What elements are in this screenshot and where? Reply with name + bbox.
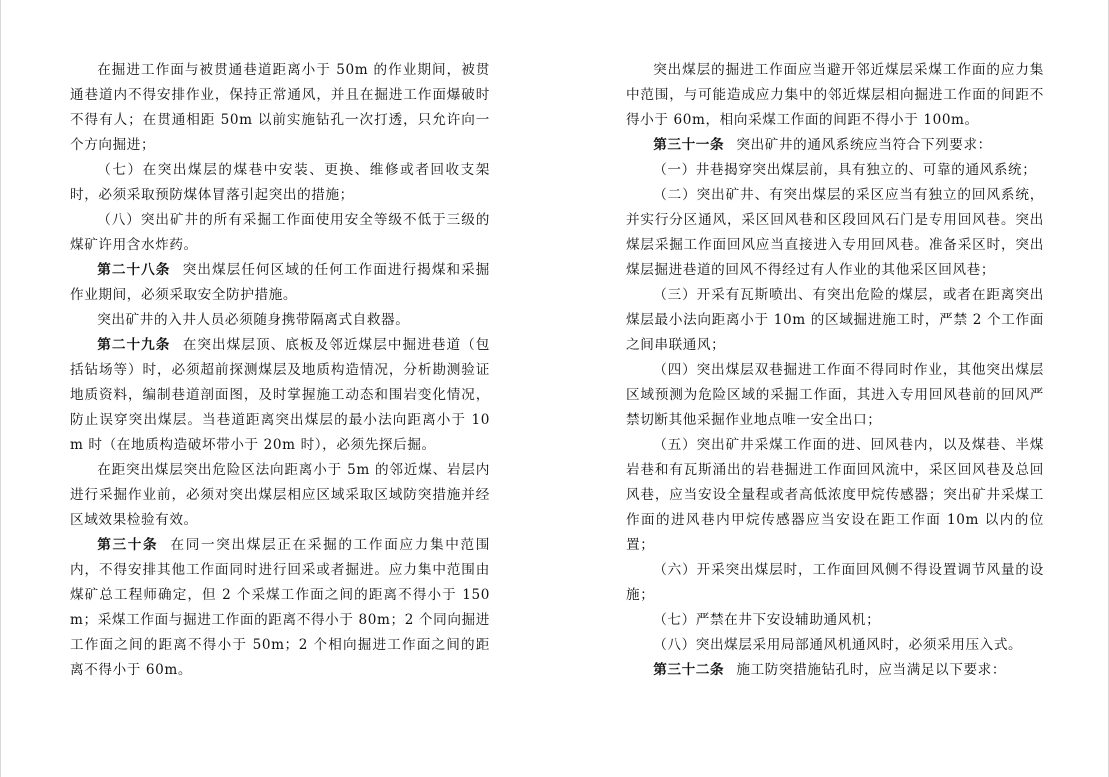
page-left-edge xyxy=(0,0,1,777)
paragraph-text: （四）突出煤层双巷掘进工作面不得同时作业，其他突出煤层区域预测为危险区域的采掘工作面，其进入专用回风巷前的回风严禁切断其他采掘作业地点唯一安全出口； xyxy=(626,362,1044,428)
paragraph xyxy=(626,133,1044,158)
paragraph-text: 在突出煤层顶、底板及邻近煤层中掘进巷道（包括钻场等）时，必须超前探测煤层及地质构造情况，分析勘测验证地质资料，编制巷道剖面图，及时掌握施工动态和围岩变化情况，防止误穿突出煤层。当巷道距离突出煤层的最小法向距离小于 10m 时（在地质构造破坏带小于 20m 时），必须先探后掘。 xyxy=(70,337,490,453)
article-heading: 第三十一条 xyxy=(653,137,725,153)
paragraph-text: 在同一突出煤层正在采掘的工作面应力集中范围内，不得安排其他工作面同时进行回采或者掘进。应力集中范围由煤矿总工程师确定，但 2 个采煤工作面之间的距离不得小于 150m；采煤工作面与掘进工作面的距离不得小于 80m；2 个同向掘进工作面之间的距离不得小于 50m；2 个相向掘进工作面之间的距离不得小于 60m。 xyxy=(70,537,490,678)
paragraph xyxy=(626,433,1044,558)
article-heading: 第二十八条 xyxy=(97,262,171,278)
article-heading: 第三十二条 xyxy=(653,662,725,678)
paragraph xyxy=(70,308,490,333)
paragraph xyxy=(70,158,490,208)
paragraph xyxy=(70,333,490,458)
paragraph-text: （七）严禁在井下安设辅助通风机； xyxy=(653,612,881,628)
paragraph-text: 在距突出煤层突出危险区法向距离小于 5m 的邻近煤、岩层内进行采掘作业前，必须对突出煤层相应区域采取区域防突措施并经区域效果检验有效。 xyxy=(70,462,490,528)
paragraph-text: （三）开采有瓦斯喷出、有突出危险的煤层，或者在距离突出煤层最小法向距离小于 10m 的区域掘进施工时，严禁 2 个工作面之间串联通风； xyxy=(626,287,1044,353)
paragraph-text: （一）井巷揭穿突出煤层前，具有独立的、可靠的通风系统； xyxy=(653,162,1037,178)
paragraph xyxy=(626,608,1044,633)
paragraph xyxy=(70,533,490,683)
paragraph-text: 在掘进工作面与被贯通巷道距离小于 50m 的作业期间，被贯通巷道内不得安排作业，保持正常通风，并且在掘进工作面爆破时不得有人；在贯通相距 50m 以前实施钻孔一次打透，只允许向一个方向掘进； xyxy=(70,62,490,153)
article-heading: 第二十九条 xyxy=(97,337,171,353)
paragraph xyxy=(626,183,1044,283)
paragraph xyxy=(70,58,490,158)
paragraph-text: 突出煤层任何区域的任何工作面进行揭煤和采掘作业期间，必须采取安全防护措施。 xyxy=(70,262,490,303)
paragraph xyxy=(70,458,490,533)
paragraph-text: 施工防突措施钻孔时，应当满足以下要求： xyxy=(736,662,1007,678)
paragraph-text: （八）突出煤层采用局部通风机通风时，必须采用压入式。 xyxy=(653,637,1023,653)
paragraph xyxy=(626,158,1044,183)
article-heading: 第三十条 xyxy=(97,537,159,553)
paragraph-text: （二）突出矿井、有突出煤层的采区应当有独立的回风系统，并实行分区通风，采区回风巷和区段回风石门是专用回风巷。突出煤层采掘工作面回风应当直接进入专用回风巷。准备采区时，突出煤层掘进巷道的回风不得经过有人作业的其他采区回风巷； xyxy=(626,187,1044,278)
paragraph xyxy=(626,358,1044,433)
paragraph-text: 突出矿井的入井人员必须随身携带隔离式自救器。 xyxy=(97,312,410,328)
paragraph xyxy=(70,208,490,258)
paragraph-text: 突出煤层的掘进工作面应当避开邻近煤层采煤工作面的应力集中范围，与可能造成应力集中的邻近煤层相向掘进工作面的间距不得小于 60m，相向采煤工作面的间距不得小于 100m。 xyxy=(626,62,1044,128)
paragraph-text: （七）在突出煤层的煤巷中安装、更换、维修或者回收支架时，必须采取预防煤体冒落引起突出的措施； xyxy=(70,162,490,203)
paragraph xyxy=(626,633,1044,658)
paragraph xyxy=(626,283,1044,358)
paragraph xyxy=(626,58,1044,133)
paragraph-text: （八）突出矿井的所有采掘工作面使用安全等级不低于三级的煤矿许用含水炸药。 xyxy=(70,212,490,253)
paragraph xyxy=(626,558,1044,608)
left-column xyxy=(70,58,490,683)
paragraph xyxy=(70,258,490,308)
right-column xyxy=(626,58,1044,683)
paragraph-text: 突出矿井的通风系统应当符合下列要求： xyxy=(736,137,992,153)
paragraph-text: （六）开采突出煤层时，工作面回风侧不得设置调节风量的设施； xyxy=(626,562,1044,603)
paragraph xyxy=(626,658,1044,683)
paragraph-text: （五）突出矿井采煤工作面的进、回风巷内，以及煤巷、半煤岩巷和有瓦斯涌出的岩巷掘进工作面回风流中，采区回风巷及总回风巷，应当安设全量程或者高低浓度甲烷传感器；突出矿井采煤工作面的进风巷内甲烷传感器应当安设在距工作面 10m 以内的位置； xyxy=(626,437,1044,553)
